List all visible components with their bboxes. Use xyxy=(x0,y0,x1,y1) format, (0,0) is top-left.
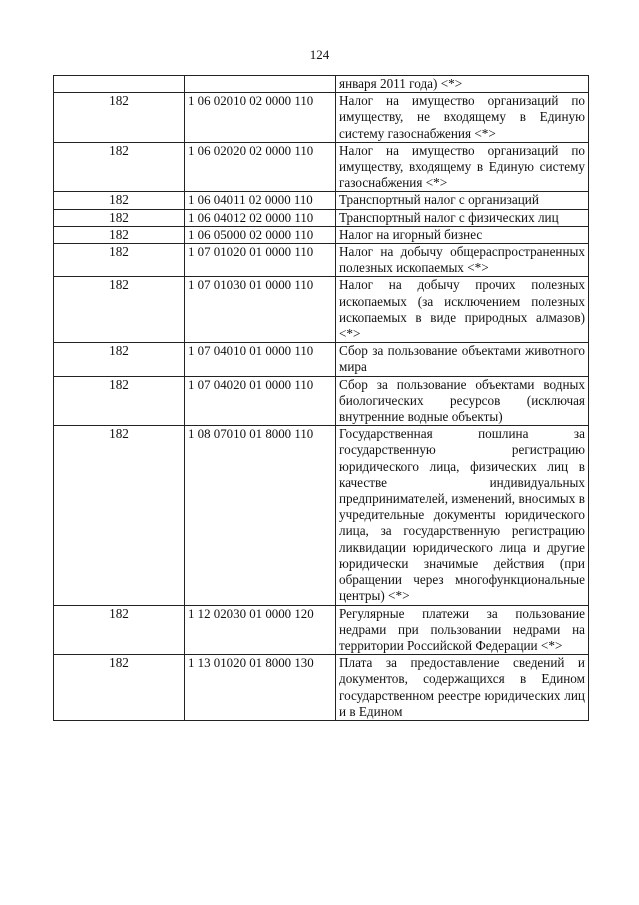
table-row xyxy=(54,655,589,721)
revenue-name-cell: Налог на имущество организаций по имуществу, не входящему в Единую систему газоснабжения <*> xyxy=(336,93,589,143)
revenue-name-cell: Регулярные платежи за пользование недрами при пользовании недрами на территории Российской Федерации <*> xyxy=(336,605,589,655)
page-number: 124 xyxy=(309,47,330,62)
table-row xyxy=(54,343,589,376)
table-row xyxy=(54,93,589,143)
revenue-code-cell: 1 06 05000 02 0000 110 xyxy=(185,226,336,243)
classification-table xyxy=(53,75,589,721)
admin-code-cell xyxy=(54,76,185,93)
table-row xyxy=(54,76,589,93)
table-row xyxy=(54,605,589,655)
revenue-name-cell: Транспортный налог с физических лиц xyxy=(336,209,589,226)
revenue-code-cell: 1 13 01020 01 8000 130 xyxy=(185,655,336,721)
revenue-name-cell: Налог на игорный бизнес xyxy=(336,226,589,243)
revenue-name-cell: Налог на имущество организаций по имуществу, входящему в Единую систему газоснабжения <*> xyxy=(336,142,589,192)
revenue-name-cell: Налог на добычу общераспространенных полезных ископаемых <*> xyxy=(336,244,589,277)
table-row xyxy=(54,226,589,243)
revenue-name-cell: Сбор за пользование объектами водных биологических ресурсов (исключая внутренние водные объекты) xyxy=(336,376,589,426)
table-row xyxy=(54,142,589,192)
revenue-name-cell: Налог на добычу прочих полезных ископаемых (за исключением полезных ископаемых в виде природных алмазов)<*> xyxy=(336,277,589,343)
table-row xyxy=(54,209,589,226)
revenue-name-cell: января 2011 года) <*> xyxy=(336,76,589,93)
table-body xyxy=(54,76,589,721)
table-row xyxy=(54,277,589,343)
revenue-code-cell xyxy=(185,76,336,93)
admin-code-cell: 182 xyxy=(54,605,185,655)
revenue-code-cell: 1 06 02020 02 0000 110 xyxy=(185,142,336,192)
revenue-code-cell: 1 06 02010 02 0000 110 xyxy=(185,93,336,143)
revenue-code-cell: 1 06 04012 02 0000 110 xyxy=(185,209,336,226)
table-row xyxy=(54,192,589,209)
admin-code-cell: 182 xyxy=(54,655,185,721)
revenue-code-cell: 1 06 04011 02 0000 110 xyxy=(185,192,336,209)
admin-code-cell: 182 xyxy=(54,142,185,192)
admin-code-cell: 182 xyxy=(54,277,185,343)
table-row xyxy=(54,426,589,605)
revenue-name-cell: Плата за предоставление сведений и документов, содержащихся в Едином государственном реестре юридических лиц и в Едином xyxy=(336,655,589,721)
admin-code-cell: 182 xyxy=(54,343,185,376)
table-row xyxy=(54,244,589,277)
admin-code-cell: 182 xyxy=(54,376,185,426)
admin-code-cell: 182 xyxy=(54,426,185,605)
revenue-code-cell: 1 07 01030 01 0000 110 xyxy=(185,277,336,343)
revenue-code-cell: 1 07 04020 01 0000 110 xyxy=(185,376,336,426)
revenue-name-cell: Сбор за пользование объектами животного мира xyxy=(336,343,589,376)
table-row xyxy=(54,376,589,426)
admin-code-cell: 182 xyxy=(54,192,185,209)
revenue-code-cell: 1 08 07010 01 8000 110 xyxy=(185,426,336,605)
admin-code-cell: 182 xyxy=(54,244,185,277)
revenue-code-cell: 1 07 04010 01 0000 110 xyxy=(185,343,336,376)
admin-code-cell: 182 xyxy=(54,209,185,226)
admin-code-cell: 182 xyxy=(54,226,185,243)
admin-code-cell: 182 xyxy=(54,93,185,143)
revenue-code-cell: 1 12 02030 01 0000 120 xyxy=(185,605,336,655)
revenue-name-cell: Транспортный налог с организаций xyxy=(336,192,589,209)
revenue-code-cell: 1 07 01020 01 0000 110 xyxy=(185,244,336,277)
revenue-name-cell: Государственная пошлина за государственную регистрацию юридического лица, физических лиц в качестве индивидуальных предпринимателей, изменений, вносимых в учредительные документы юридического лица, за государственную регистрацию ликвидации юридического лица и другие юридически значимые действия (при обращении через многофункциональные центры) <*> xyxy=(336,426,589,605)
